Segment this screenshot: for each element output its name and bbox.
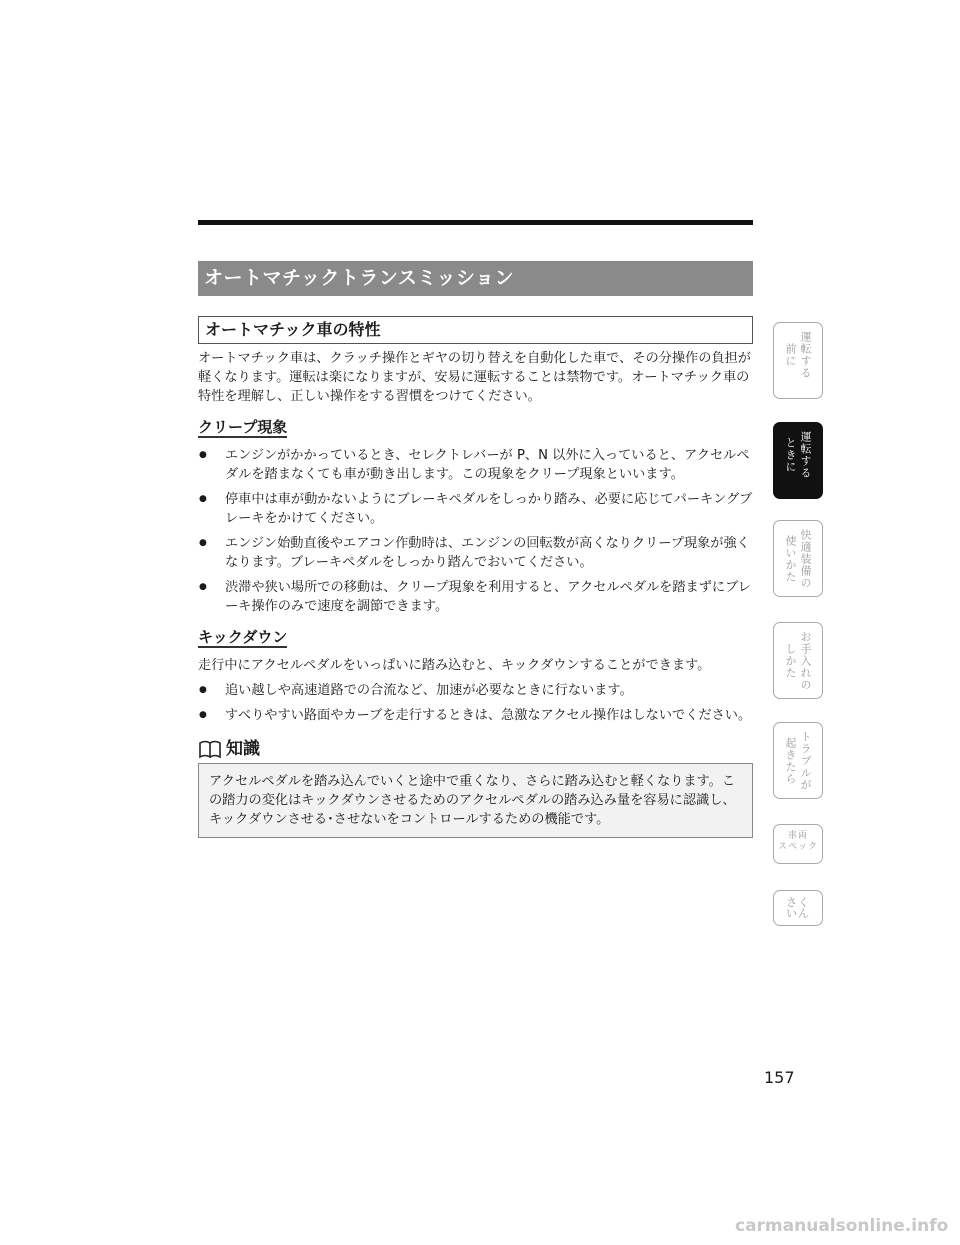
list-item: ● 停車中は車が動かないようにブレーキペダルをしっかり踏み、必要に応じてパーキングブレーキをかけてください。: [198, 490, 753, 528]
subsection-title: オートマチック車の特性: [198, 316, 753, 344]
main-content: [198, 349, 753, 838]
watermark: carmanualsonline.info: [735, 1216, 949, 1236]
section-title: オートマチックトランスミッション: [198, 261, 753, 296]
intro-paragraph: オートマチック車は、クラッチ操作とギヤの切り替えを自動化した車で、その分操作の負担が軽くなります。運転は楽になりますが、安易に運転することは禁物です。オートマチック車の特性を理解し、正しい操作をする習慣をつけてください。: [198, 351, 751, 404]
tab-specifications[interactable]: 車両 スペック: [773, 824, 823, 864]
creep-heading: クリープ現象: [198, 418, 288, 436]
list-item: ● すべりやすい路面やカーブを走行するときは、急激なアクセル操作はしないでください。: [198, 706, 753, 725]
tab-before-driving[interactable]: 運転する 前に: [773, 322, 823, 399]
list-item: ● 渋滞や狭い場所での移動は、クリープ現象を利用すると、アクセルペダルを踏まずにブレーキ操作のみで速度を調節できます。: [198, 578, 753, 616]
tab-while-driving[interactable]: 運転する ときに: [773, 422, 823, 499]
tab-comfort-equipment[interactable]: 快適装備の 使いかた: [773, 520, 823, 597]
list-item: ● エンジンがかかっているとき、セレクトレバーが P、N 以外に入っていると、アクセルペダルを踏まなくても車が動き出します。この現象をクリープ現象といいます。: [198, 446, 753, 484]
book-icon: [198, 739, 222, 759]
kickdown-list: [198, 681, 753, 725]
top-rule: [198, 220, 753, 225]
kickdown-heading: キックダウン: [198, 628, 288, 646]
kickdown-intro: 走行中にアクセルペダルをいっぱいに踏み込むと、キックダウンすることができます。: [198, 658, 711, 673]
tab-index[interactable]: さく いん: [773, 890, 823, 926]
tab-maintenance[interactable]: お手入れの しかた: [773, 622, 823, 699]
list-item: ● 追い越しや高速道路での合流など、加速が必要なときに行ないます。: [198, 681, 753, 700]
page-number: 157: [764, 1068, 795, 1087]
knowledge-label: 知識: [226, 738, 260, 759]
knowledge-box: アクセルペダルを踏み込んでいくと途中で重くなり、さらに踏み込むと軽くなります。この踏力の変化はキックダウンさせるためのアクセルペダルの踏み込み量を容易に認識し、キックダウンさせる･させないをコントロールするための機能です。: [198, 763, 753, 838]
list-item: ● エンジン始動直後やエアコン作動時は、エンジンの回転数が高くなりクリープ現象が強くなります。ブレーキペダルをしっかり踏んでおいてください。: [198, 534, 753, 572]
tab-troubleshooting[interactable]: トラブルが 起きたら: [773, 722, 823, 799]
knowledge-title: [198, 739, 753, 759]
creep-list: [198, 446, 753, 616]
